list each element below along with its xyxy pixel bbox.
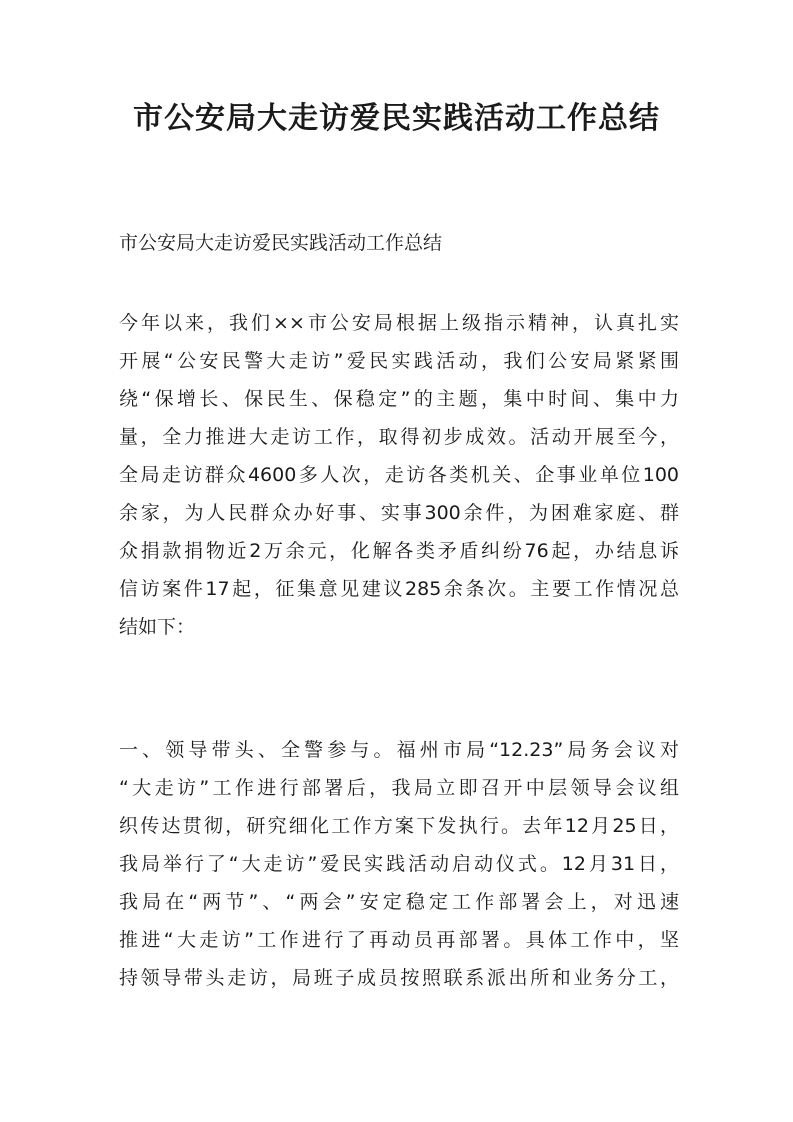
paragraph-line: 推进“大走访”工作进行了再动员再部署。具体工作中，坚	[119, 929, 679, 951]
paragraph-line: 今年以来，我们××市公安局根据上级指示精神，认真扎实	[119, 312, 679, 334]
paragraph-line: 量，全力推进大走访工作，取得初步成效。活动开展至今，	[119, 426, 679, 448]
paragraph-line: 众捐款捐物近2万余元，化解各类矛盾纠纷76起，办结息诉	[119, 540, 679, 562]
paragraph-section-one	[119, 731, 679, 997]
paragraph-line: 一、领导带头、全警参与。福州市局“12.23”局务会议对	[119, 739, 679, 761]
paragraph-line: 全局走访群众4600多人次，走访各类机关、企事业单位100	[119, 464, 679, 486]
paragraph-line: 开展“公安民警大走访”爱民实践活动，我们公安局紧紧围	[119, 350, 679, 372]
document-subtitle: 市公安局大走访爱民实践活动工作总结	[119, 232, 443, 254]
paragraph-line: 余家，为人民群众办好事、实事300余件，为困难家庭、群	[119, 502, 679, 524]
document-title: 市公安局大走访爱民实践活动工作总结	[133, 101, 660, 136]
paragraph-line: 绕“保增长、保民生、保稳定”的主题，集中时间、集中力	[119, 388, 679, 410]
paragraph-line: 结如下：	[119, 616, 196, 638]
paragraph-intro	[119, 304, 679, 646]
paragraph-line: 信访案件17起，征集意见建议285余条次。主要工作情况总	[119, 578, 679, 600]
paragraph-line: “大走访”工作进行部署后，我局立即召开中层领导会议组	[119, 777, 679, 799]
paragraph-line: 我局在“两节”、“两会”安定稳定工作部署会上，对迅速	[119, 891, 679, 913]
paragraph-line: 织传达贯彻，研究细化工作方案下发执行。去年12月25日，	[119, 815, 679, 837]
paragraph-line: 持领导带头走访，局班子成员按照联系派出所和业务分工，	[119, 967, 679, 989]
paragraph-line: 我局举行了“大走访”爱民实践活动启动仪式。12月31日，	[119, 853, 679, 875]
